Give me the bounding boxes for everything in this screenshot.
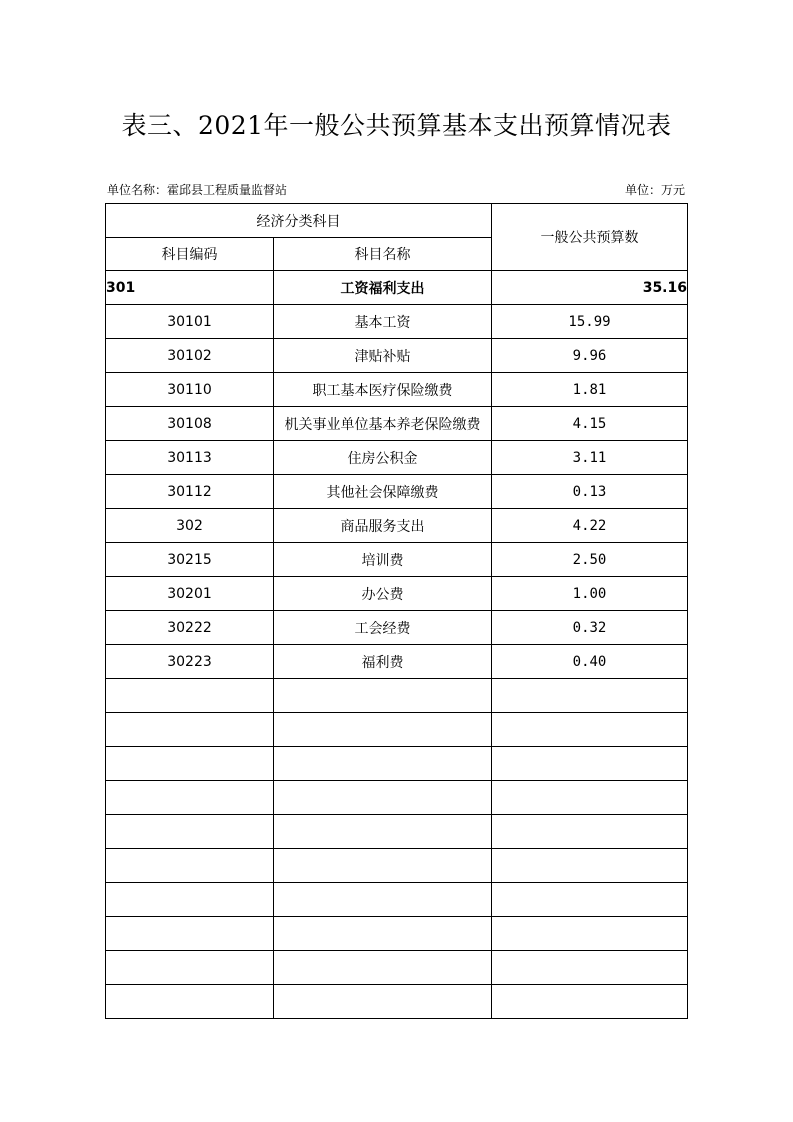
empty-cell: [492, 815, 688, 849]
empty-cell: [106, 815, 274, 849]
empty-row: [106, 815, 688, 849]
empty-cell: [492, 713, 688, 747]
empty-cell: [106, 985, 274, 1019]
empty-cell: [492, 679, 688, 713]
empty-cell: [106, 951, 274, 985]
empty-row: [106, 951, 688, 985]
amount-header: 一般公共预算数: [492, 204, 688, 271]
empty-cell: [106, 781, 274, 815]
row-amount: 1.81: [492, 373, 688, 407]
empty-row: [106, 985, 688, 1019]
table-row: [106, 543, 688, 577]
empty-cell: [492, 747, 688, 781]
name-header: 科目名称: [274, 238, 492, 271]
row-name: 住房公积金: [274, 441, 492, 475]
table-row: [106, 611, 688, 645]
row-amount: 1.00: [492, 577, 688, 611]
empty-row: [106, 917, 688, 951]
empty-cell: [274, 985, 492, 1019]
empty-cell: [274, 679, 492, 713]
empty-row: [106, 713, 688, 747]
unit-name: 单位名称：霍邱县工程质量监督站: [107, 183, 288, 197]
row-amount: 15.99: [492, 305, 688, 339]
row-amount: 0.13: [492, 475, 688, 509]
row-name: 办公费: [274, 577, 492, 611]
row-amount: 0.40: [492, 645, 688, 679]
row-amount: 4.22: [492, 509, 688, 543]
row-name: 职工基本医疗保险缴费: [274, 373, 492, 407]
empty-row: [106, 679, 688, 713]
row-code: 30101: [106, 305, 274, 339]
empty-cell: [106, 849, 274, 883]
row-code: 30112: [106, 475, 274, 509]
empty-cell: [106, 883, 274, 917]
code-header: 科目编码: [106, 238, 274, 271]
section-name: 工资福利支出: [274, 271, 492, 305]
row-name: 基本工资: [274, 305, 492, 339]
empty-cell: [106, 713, 274, 747]
table-row: [106, 305, 688, 339]
row-code: 30201: [106, 577, 274, 611]
row-name: 商品服务支出: [274, 509, 492, 543]
row-name: 机关事业单位基本养老保险缴费: [274, 407, 492, 441]
group-header: 经济分类科目: [106, 204, 492, 238]
row-amount: 4.15: [492, 407, 688, 441]
empty-cell: [106, 747, 274, 781]
empty-cell: [274, 951, 492, 985]
row-amount: 3.11: [492, 441, 688, 475]
row-code: 302: [106, 509, 274, 543]
row-amount: 2.50: [492, 543, 688, 577]
table-row: [106, 407, 688, 441]
section-code: 301: [106, 271, 274, 305]
empty-row: [106, 781, 688, 815]
row-code: 30110: [106, 373, 274, 407]
row-name: 津贴补贴: [274, 339, 492, 373]
empty-cell: [492, 951, 688, 985]
empty-cell: [274, 815, 492, 849]
empty-cell: [274, 713, 492, 747]
row-code: 30215: [106, 543, 274, 577]
empty-row: [106, 849, 688, 883]
table-header-row: [106, 204, 688, 238]
empty-row: [106, 883, 688, 917]
table-row: [106, 339, 688, 373]
row-code: 30222: [106, 611, 274, 645]
table-row: [106, 441, 688, 475]
empty-cell: [492, 883, 688, 917]
row-code: 30102: [106, 339, 274, 373]
row-amount: 9.96: [492, 339, 688, 373]
page-title: 表三、2021年一般公共预算基本支出预算情况表: [121, 111, 672, 140]
empty-cell: [492, 985, 688, 1019]
empty-cell: [274, 747, 492, 781]
empty-cell: [274, 883, 492, 917]
table-row: [106, 645, 688, 679]
budget-table: [105, 203, 688, 1019]
row-name: 培训费: [274, 543, 492, 577]
empty-cell: [274, 917, 492, 951]
row-name: 福利费: [274, 645, 492, 679]
unit-measure: 单位：万元: [624, 183, 685, 197]
table-row: [106, 373, 688, 407]
empty-cell: [492, 849, 688, 883]
table-row: [106, 509, 688, 543]
empty-cell: [274, 781, 492, 815]
row-name: 其他社会保障缴费: [274, 475, 492, 509]
row-code: 30223: [106, 645, 274, 679]
row-name: 工会经费: [274, 611, 492, 645]
table-row: [106, 577, 688, 611]
row-code: 30108: [106, 407, 274, 441]
row-amount: 0.32: [492, 611, 688, 645]
empty-cell: [274, 849, 492, 883]
row-code: 30113: [106, 441, 274, 475]
section-amount: 35.16: [492, 271, 688, 305]
empty-cell: [492, 781, 688, 815]
section-row: [106, 271, 688, 305]
table-row: [106, 475, 688, 509]
empty-cell: [106, 679, 274, 713]
empty-cell: [492, 917, 688, 951]
empty-row: [106, 747, 688, 781]
empty-cell: [106, 917, 274, 951]
